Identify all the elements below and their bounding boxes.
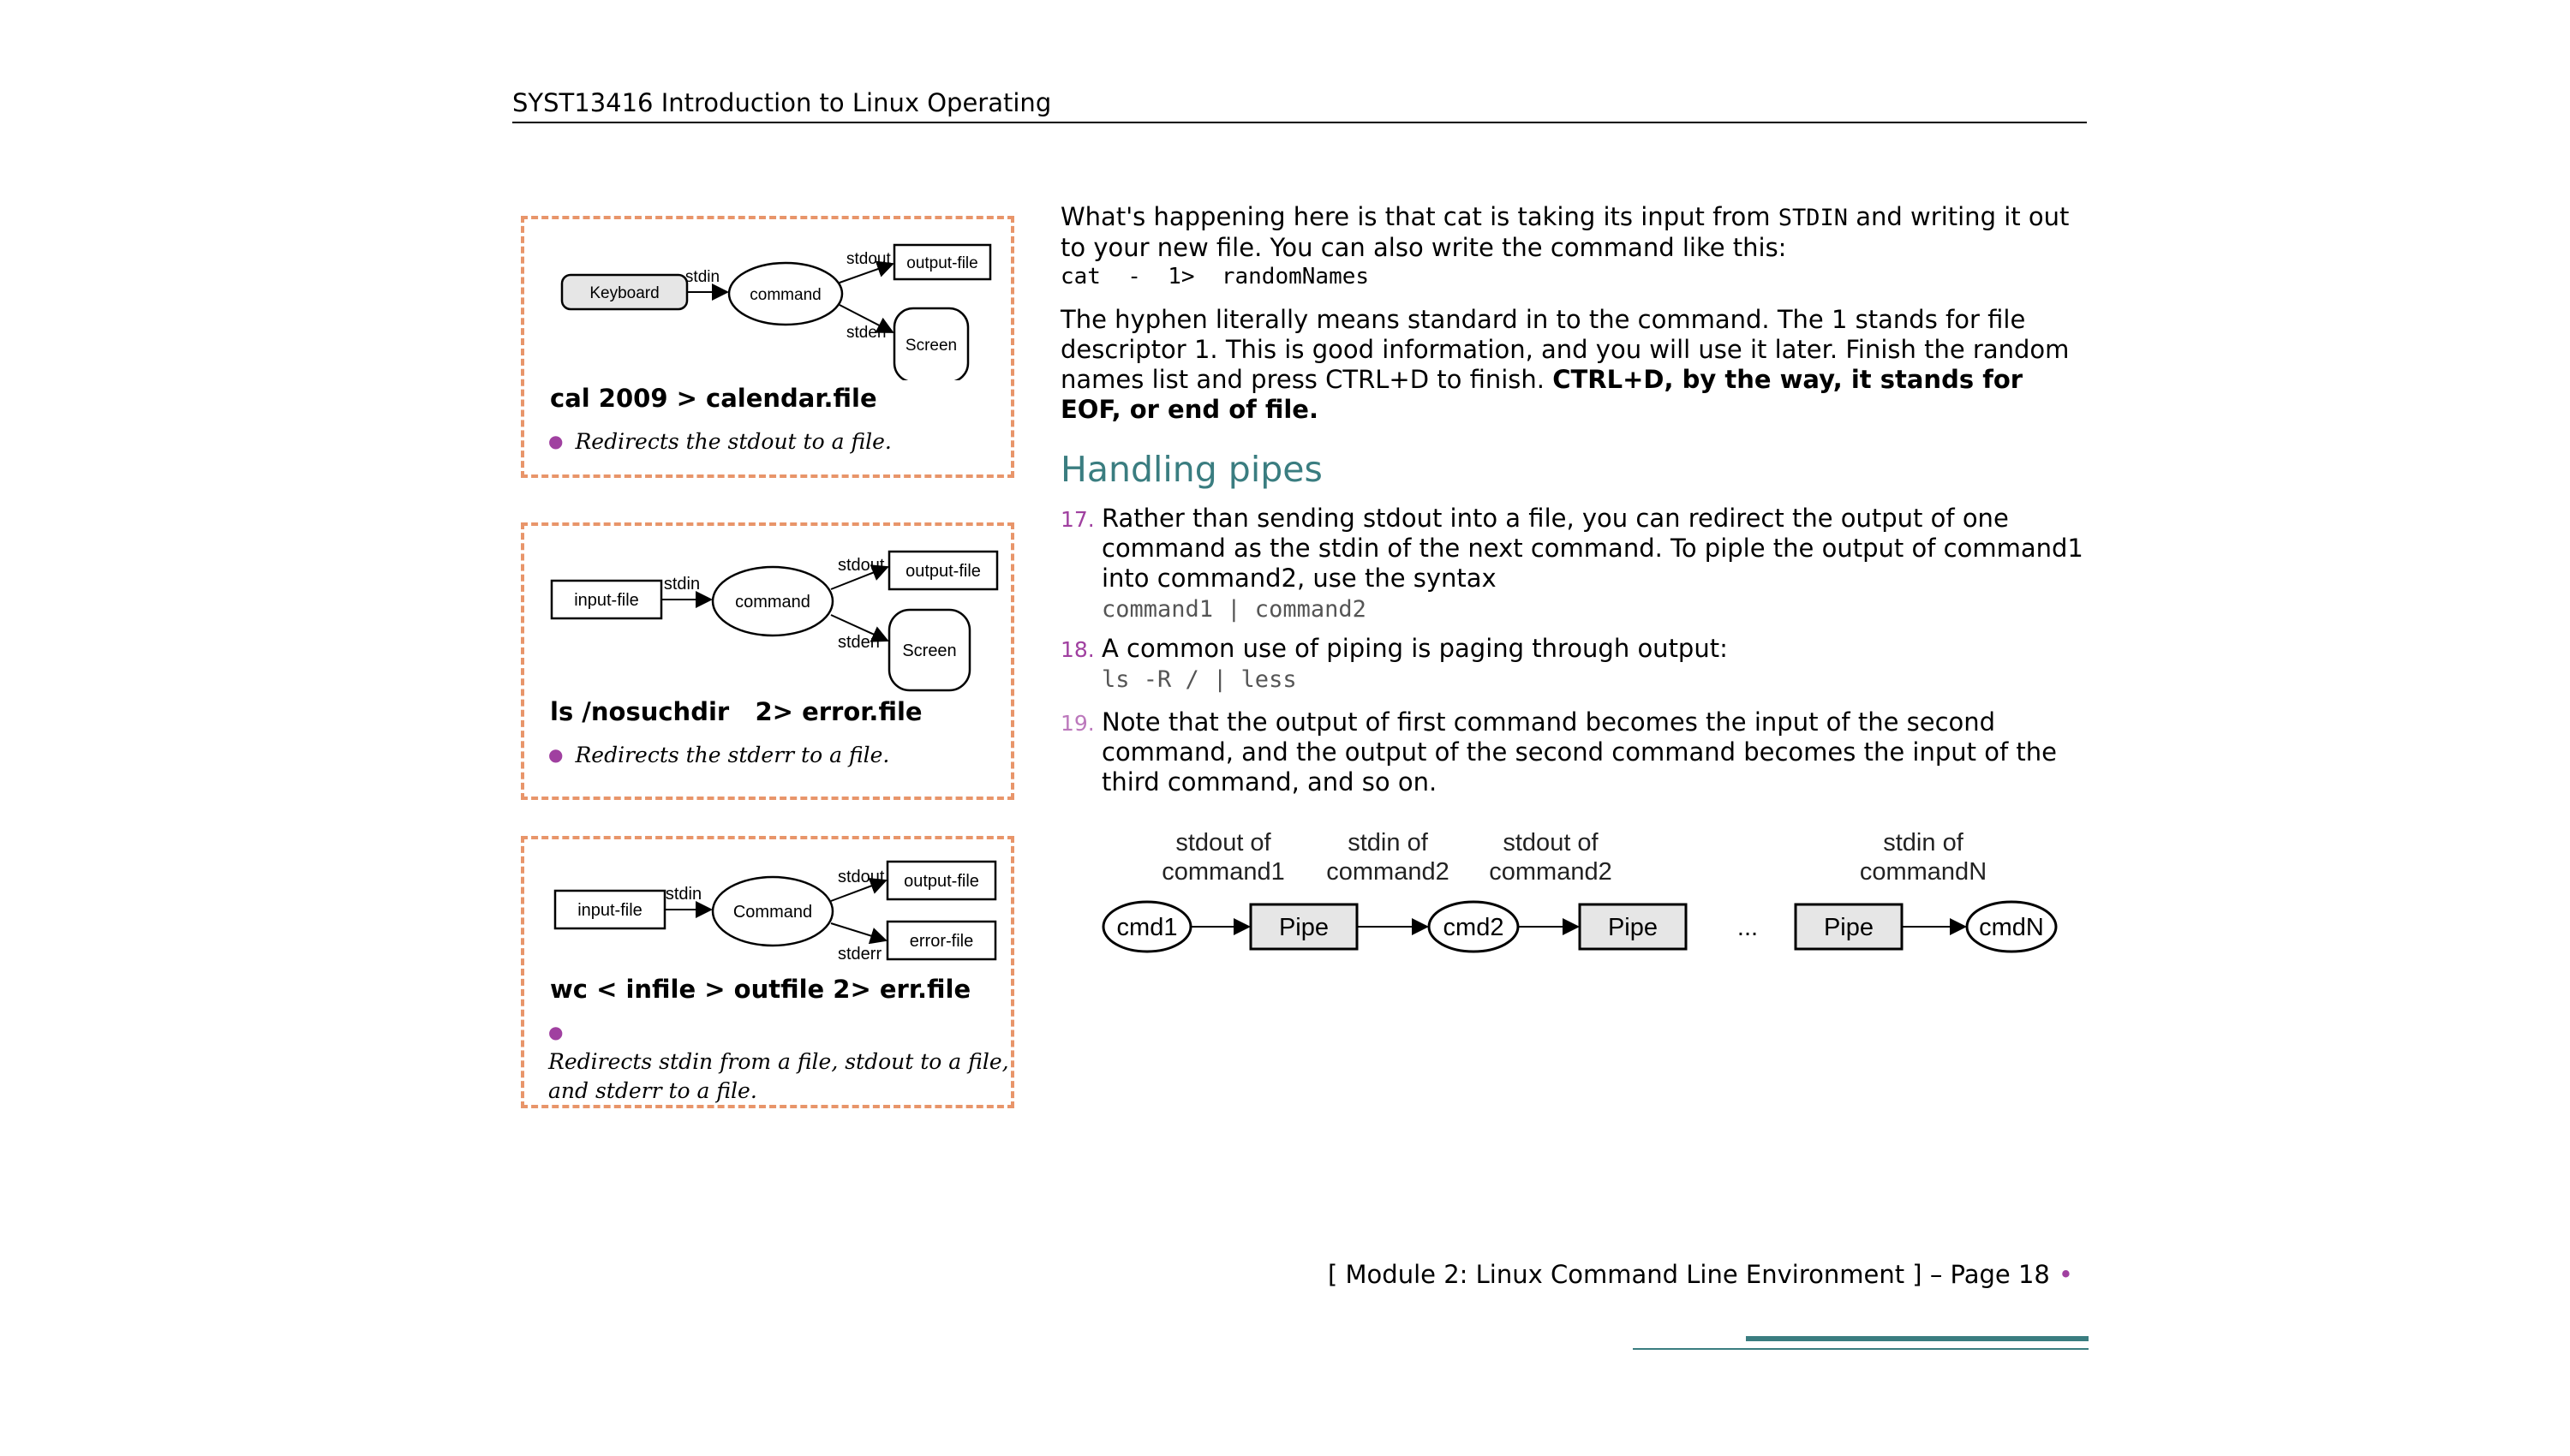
label-stdout-cmd2-line2: command2	[1489, 858, 1612, 886]
code-snippet: command1 | command2	[1102, 596, 1366, 623]
page-header	[512, 84, 2087, 123]
stderr-label: stderr	[838, 945, 882, 964]
output-file-label: output-file	[906, 254, 978, 272]
redirect-command: ls /nosuchdir 2> error.file	[550, 697, 923, 726]
redirect-box-all	[521, 836, 1014, 1108]
redirect-diagram	[541, 226, 1004, 380]
section-title: Handling pipes	[1061, 449, 1323, 490]
header-title: SYST13416 Introduction to Linux Operating	[512, 88, 1052, 117]
footer-text: [ Module 2: Linux Command Line Environment ] – Page 18	[1328, 1260, 2050, 1289]
command-node-label: command	[750, 286, 822, 304]
screen-label: Screen	[902, 641, 957, 660]
label-stdout-cmd1-line2: command1	[1162, 858, 1285, 886]
pipe-label: Pipe	[1607, 914, 1659, 941]
label-stdin-cmd2-line2: command2	[1326, 858, 1449, 886]
label-stdin-cmd2-line1: stdin of	[1348, 829, 1428, 856]
item-number: 19.	[1061, 711, 1095, 736]
redirect-caption: ● Redirects the stderr to a file.	[548, 743, 890, 767]
footer-rule-thin	[1633, 1348, 2089, 1350]
redirect-diagram	[541, 533, 1004, 704]
stderr-label: stderr	[846, 324, 888, 342]
cmdN-label: cmdN	[1979, 914, 2044, 941]
stdout-label: stdout	[838, 556, 885, 575]
list-item: A common use of piping is paging through output: ls -R / | less	[1102, 634, 1728, 693]
screen-label: Screen	[905, 337, 958, 355]
intro-paragraph: What's happening here is that cat is taking its input from STDIN and writing it out to your new file. You can also write the command like this:	[1061, 202, 2070, 262]
code-snippet: ls -R / | less	[1102, 666, 1297, 693]
cmd2-label: cmd2	[1443, 914, 1504, 941]
stdin-label: stdin	[684, 268, 720, 286]
label-stdin-cmdN-line2: commandN	[1859, 858, 1987, 886]
label-stdin-cmdN-line1: stdin of	[1883, 829, 1963, 856]
source-label: input-file	[577, 901, 642, 920]
output-file-label: output-file	[904, 872, 979, 891]
cmd1-label: cmd1	[1116, 914, 1178, 941]
stdin-label: stdin	[665, 885, 702, 904]
source-label: Keyboard	[589, 284, 660, 302]
label-stdout-cmd2-line1: stdout of	[1503, 829, 1599, 856]
redirect-caption: ● Redirects the stdout to a file.	[548, 429, 892, 454]
stdout-label: stdout	[846, 250, 891, 268]
list-item: Rather than sending stdout into a file, you can redirect the output of one command as the stdin of the next command. To piple the output of command1 into command2, use the syntax command1 | command2	[1102, 504, 2083, 623]
source-label: input-file	[574, 591, 639, 610]
redirect-diagram	[541, 846, 1004, 975]
error-file-label: error-file	[909, 932, 974, 951]
page-footer	[1328, 1257, 2073, 1292]
item-number: 17.	[1061, 507, 1095, 532]
command-node-label: command	[735, 593, 810, 612]
stderr-label: stderr	[838, 633, 882, 652]
pipe-label: Pipe	[1823, 914, 1874, 941]
list-item: Note that the output of first command becomes the input of the second command, and the output of the second command becomes the input of the third command, and so on.	[1102, 707, 2057, 797]
stdin-label: stdin	[663, 575, 701, 594]
hyphen-paragraph: The hyphen literally means standard in to the command. The 1 stands for file descriptor 1. This is good information, and you will use it later. Finish the random names list and press CTRL+D to finish. CTRL+D, by the way, it stands for EOF, or end of file.	[1061, 305, 2070, 424]
label-stdout-cmd1-line1: stdout of	[1175, 829, 1271, 856]
redirect-command: cal 2009 > calendar.file	[550, 384, 877, 413]
bullet-icon: ●	[548, 431, 564, 451]
code-cat: cat - 1> randomNames	[1061, 264, 1370, 289]
command-node-label: Command	[732, 903, 813, 922]
item-number: 18.	[1061, 637, 1095, 662]
bullet-icon: ●	[548, 744, 564, 765]
redirect-caption: ●Redirects stdin from a file, stdout to a file, and stderr to a file.	[548, 1022, 1009, 1103]
redirect-command: wc < infile > outfile 2> err.file	[550, 975, 971, 1004]
ellipsis: ...	[1736, 914, 1759, 941]
footer-dot-icon: •	[2058, 1260, 2073, 1289]
pipe-diagram	[1097, 822, 2090, 968]
redirect-box-stderr	[521, 522, 1014, 800]
bullet-icon: ●	[548, 1022, 564, 1042]
redirect-box-stdout	[521, 216, 1014, 478]
stdout-label: stdout	[838, 868, 885, 886]
output-file-label: output-file	[905, 562, 981, 581]
pipe-label: Pipe	[1278, 914, 1330, 941]
footer-rule-thick	[1746, 1336, 2089, 1341]
stderr-arrow	[831, 923, 886, 940]
